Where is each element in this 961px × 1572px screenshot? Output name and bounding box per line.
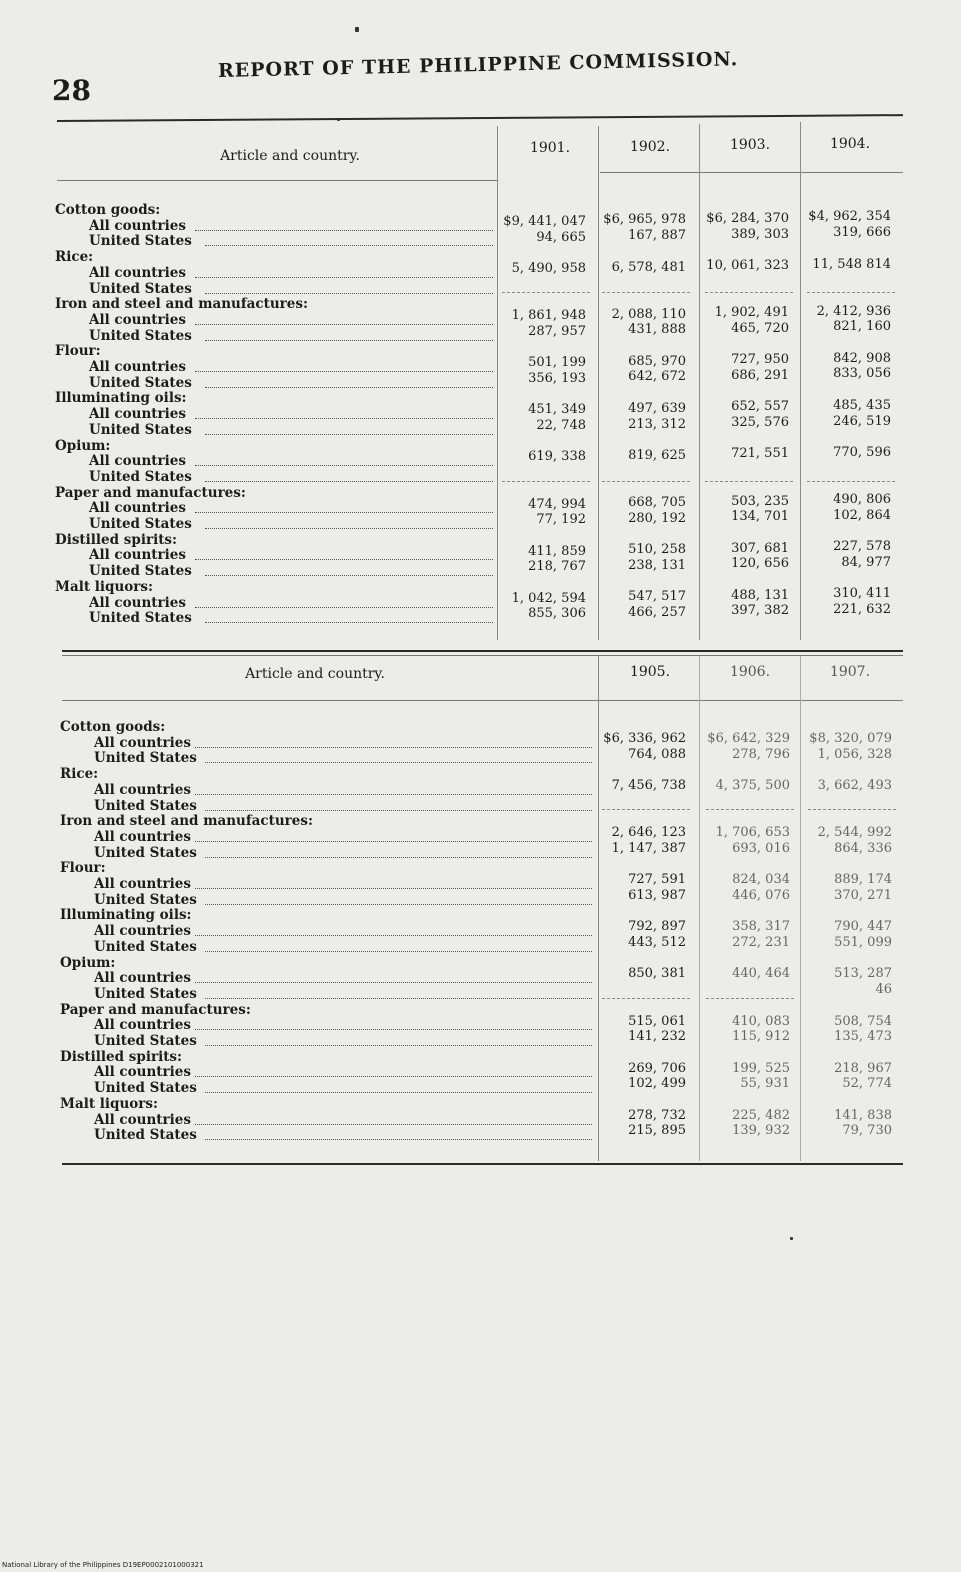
all-countries-label: All countries (89, 217, 186, 234)
united-states-value: 864, 336 (834, 840, 892, 856)
all-countries-value: 4, 375, 500 (715, 778, 790, 794)
dot-leader (205, 951, 592, 952)
all-countries-value: 790, 447 (834, 919, 892, 935)
article-name: Illuminating oils: (55, 391, 187, 407)
article-name: Paper and manufactures: (55, 485, 246, 501)
table2-year-header: 1906. (729, 664, 771, 680)
all-countries-value: 2, 646, 123 (611, 825, 686, 841)
table1-year-header: 1903. (729, 137, 771, 153)
dot-leader (195, 324, 493, 325)
empty-value-dash (807, 481, 895, 482)
table1-header-rule (600, 172, 903, 173)
united-states-label: United States (94, 1033, 197, 1049)
all-countries-value: 685, 970 (628, 353, 686, 369)
dot-leader (195, 982, 592, 983)
article-name: Illuminating oils: (60, 908, 192, 924)
table-row (55, 439, 493, 486)
table-row (55, 486, 493, 533)
all-countries-value: 1, 042, 594 (511, 590, 586, 606)
united-states-label: United States (94, 1127, 197, 1144)
united-states-value: 215, 895 (628, 1123, 686, 1139)
all-countries-value: 141, 838 (834, 1107, 892, 1123)
united-states-value: 246, 519 (833, 413, 891, 429)
table-divider-rule (62, 655, 903, 656)
all-countries-value: 652, 557 (731, 399, 789, 415)
all-countries-label: All countries (89, 359, 186, 375)
dot-leader (195, 277, 493, 278)
running-head: REPORT OF THE PHILIPPINE COMMISSION. (217, 48, 739, 82)
table-row (60, 956, 592, 1003)
all-countries-value: 2, 088, 110 (611, 306, 686, 322)
dot-leader (195, 512, 493, 513)
dot-leader (205, 810, 592, 811)
united-states-value: 55, 931 (740, 1076, 790, 1092)
empty-value-dash (706, 998, 794, 999)
dot-leader (195, 418, 493, 419)
table-row (55, 297, 493, 344)
united-states-value: 272, 231 (732, 935, 790, 951)
united-states-label: United States (94, 844, 197, 861)
united-states-value: 613, 987 (628, 887, 686, 903)
dot-leader (205, 575, 493, 576)
all-countries-label: All countries (89, 453, 186, 470)
column-divider (699, 124, 700, 640)
all-countries-label: All countries (89, 406, 186, 423)
all-countries-value: 6, 578, 481 (611, 259, 686, 275)
united-states-label: United States (94, 1080, 197, 1097)
all-countries-label: All countries (94, 781, 191, 798)
united-states-value: 319, 666 (833, 225, 891, 241)
all-countries-value: $9, 441, 047 (503, 213, 586, 229)
all-countries-value: 508, 754 (834, 1013, 892, 1029)
united-states-value: 278, 796 (732, 746, 790, 762)
all-countries-value: 792, 897 (628, 919, 686, 935)
all-countries-label: All countries (89, 594, 186, 611)
all-countries-value: $6, 284, 370 (706, 210, 789, 226)
united-states-value: 397, 382 (731, 603, 789, 619)
united-states-label: United States (94, 750, 197, 767)
all-countries-value: 410, 083 (732, 1013, 790, 1029)
united-states-label: United States (89, 233, 192, 250)
empty-value-dash (706, 809, 794, 810)
united-states-label: United States (94, 797, 197, 814)
all-countries-value: $8, 320, 079 (809, 730, 892, 746)
all-countries-value: 218, 967 (834, 1060, 892, 1076)
united-states-value: 94, 665 (536, 229, 586, 245)
dot-leader (205, 387, 493, 388)
all-countries-value: 5, 490, 958 (511, 261, 586, 277)
column-divider (800, 656, 801, 1161)
all-countries-value: 307, 681 (731, 540, 789, 556)
united-states-value: 167, 887 (628, 228, 686, 244)
dot-leader (195, 607, 493, 608)
all-countries-value: 1, 902, 491 (714, 305, 789, 321)
all-countries-value: 497, 639 (628, 400, 686, 416)
all-countries-value: 2, 544, 992 (817, 825, 892, 841)
all-countries-label: All countries (94, 828, 191, 845)
all-countries-value: 1, 861, 948 (511, 308, 586, 324)
united-states-label: United States (89, 563, 192, 580)
dot-leader (205, 293, 493, 294)
article-name: Paper and manufactures: (60, 1002, 251, 1018)
all-countries-value: 474, 994 (528, 496, 586, 512)
all-countries-value: 278, 732 (628, 1107, 686, 1123)
article-name: Flour: (60, 861, 106, 877)
dust-speck (790, 1237, 793, 1240)
united-states-value: 446, 076 (732, 887, 790, 903)
article-name: Rice: (60, 767, 99, 783)
united-states-label: United States (89, 610, 192, 627)
united-states-label: United States (89, 468, 192, 485)
dot-leader (205, 245, 493, 246)
empty-value-dash (807, 292, 895, 293)
united-states-value: 218, 767 (528, 559, 586, 575)
all-countries-value: 451, 349 (528, 402, 586, 418)
table-row (55, 533, 493, 580)
all-countries-value: 490, 806 (833, 492, 891, 508)
dot-leader (205, 1045, 592, 1046)
all-countries-value: 727, 950 (731, 352, 789, 368)
table-row (55, 580, 493, 627)
united-states-value: 389, 303 (731, 226, 789, 242)
united-states-label: United States (89, 327, 192, 344)
all-countries-value: 227, 578 (833, 539, 891, 555)
table-row (60, 861, 592, 908)
united-states-value: 102, 864 (833, 507, 891, 523)
dot-leader (195, 230, 493, 231)
table-row (55, 344, 493, 391)
united-states-value: 642, 672 (628, 369, 686, 385)
all-countries-value: 411, 859 (528, 543, 586, 559)
united-states-value: 1, 056, 328 (817, 746, 892, 762)
all-countries-label: All countries (94, 1064, 191, 1081)
dot-leader (205, 904, 592, 905)
table-row (60, 720, 592, 767)
all-countries-value: $6, 642, 329 (707, 730, 790, 746)
article-name: Opium: (60, 955, 116, 971)
united-states-label: United States (94, 891, 197, 908)
table-row (60, 1050, 592, 1097)
united-states-value: 221, 632 (833, 601, 891, 617)
all-countries-value: 225, 482 (732, 1107, 790, 1123)
united-states-value: 551, 099 (834, 935, 892, 951)
all-countries-value: 485, 435 (833, 397, 891, 413)
all-countries-value: 770, 596 (833, 444, 891, 460)
united-states-value: 77, 192 (536, 512, 586, 528)
united-states-value: 102, 499 (628, 1076, 686, 1092)
dot-leader (205, 434, 493, 435)
united-states-value: 855, 306 (528, 606, 586, 622)
all-countries-label: All countries (89, 264, 186, 281)
all-countries-label: All countries (89, 311, 186, 328)
united-states-label: United States (94, 938, 197, 955)
table2-header-rule (62, 700, 903, 701)
empty-value-dash (705, 481, 793, 482)
united-states-value: 287, 957 (528, 323, 586, 339)
all-countries-label: All countries (89, 500, 186, 517)
all-countries-value: 358, 317 (732, 919, 790, 935)
table1-header-rule (57, 180, 497, 181)
all-countries-value: 7, 456, 738 (611, 778, 686, 794)
dot-leader (195, 935, 592, 936)
empty-value-dash (602, 481, 690, 482)
all-countries-value: 668, 705 (628, 495, 686, 511)
united-states-label: United States (89, 421, 192, 438)
all-countries-value: 503, 235 (731, 493, 789, 509)
empty-value-dash (602, 809, 690, 810)
table1-year-header: 1904. (829, 136, 871, 152)
all-countries-value: 510, 258 (628, 542, 686, 558)
all-countries-value: 11, 548 814 (812, 256, 891, 272)
table-row (55, 250, 493, 297)
article-name: Cotton goods: (60, 720, 166, 735)
table-top-rule (57, 114, 903, 122)
table-row (55, 391, 493, 438)
all-countries-value: 10, 061, 323 (706, 258, 789, 274)
all-countries-value: 501, 199 (528, 355, 586, 371)
table2-header-label: Article and country. (245, 666, 385, 682)
empty-value-dash (808, 809, 896, 810)
all-countries-value: 824, 034 (732, 872, 790, 888)
empty-value-dash (502, 292, 590, 293)
table-row (60, 908, 592, 955)
all-countries-label: All countries (94, 923, 191, 940)
united-states-label: United States (89, 280, 192, 297)
table-row (60, 814, 592, 861)
table-bottom-rule (62, 1163, 903, 1165)
dot-leader (195, 794, 592, 795)
united-states-value: 134, 701 (731, 509, 789, 525)
all-countries-value: 269, 706 (628, 1060, 686, 1076)
all-countries-value: 619, 338 (528, 449, 586, 465)
united-states-value: 280, 192 (628, 510, 686, 526)
united-states-value: 238, 131 (628, 557, 686, 573)
united-states-value: 120, 656 (731, 556, 789, 572)
united-states-value: 115, 912 (732, 1029, 790, 1045)
all-countries-value: 310, 411 (833, 586, 891, 602)
empty-value-dash (502, 481, 590, 482)
dot-leader (205, 1139, 592, 1140)
all-countries-value: $6, 336, 962 (603, 730, 686, 746)
united-states-value: 431, 888 (628, 322, 686, 338)
table-divider-rule (62, 650, 903, 652)
dot-leader (205, 1092, 592, 1093)
united-states-label: United States (94, 985, 197, 1002)
table-row (60, 767, 592, 814)
united-states-value: 22, 748 (536, 418, 586, 434)
united-states-value: 356, 193 (528, 370, 586, 386)
all-countries-value: 1, 706, 653 (715, 825, 790, 841)
empty-value-dash (602, 998, 690, 999)
all-countries-label: All countries (94, 970, 191, 987)
dot-leader (205, 857, 592, 858)
united-states-value: 370, 271 (834, 887, 892, 903)
dot-leader (195, 888, 592, 889)
dot-leader (195, 841, 592, 842)
united-states-value: 686, 291 (731, 367, 789, 383)
all-countries-value: 889, 174 (834, 872, 892, 888)
column-divider (800, 122, 801, 640)
united-states-value: 693, 016 (732, 840, 790, 856)
article-name: Opium: (55, 438, 111, 454)
dot-leader (205, 481, 493, 482)
article-name: Iron and steel and manufactures: (55, 297, 308, 313)
all-countries-label: All countries (94, 1017, 191, 1034)
dot-leader (195, 747, 592, 748)
united-states-value: 52, 774 (842, 1076, 892, 1092)
united-states-value: 79, 730 (842, 1123, 892, 1139)
all-countries-label: All countries (94, 734, 191, 751)
dot-leader (195, 1124, 592, 1125)
table1-year-header: 1901. (529, 140, 571, 156)
empty-value-dash (602, 292, 690, 293)
column-divider (699, 656, 700, 1161)
article-name: Malt liquors: (60, 1096, 158, 1112)
dot-leader (195, 1029, 592, 1030)
united-states-value: 443, 512 (628, 935, 686, 951)
all-countries-value: 513, 287 (834, 966, 892, 982)
dot-leader (205, 340, 493, 341)
united-states-label: United States (89, 516, 192, 532)
dot-leader (195, 559, 493, 560)
united-states-value: 213, 312 (628, 416, 686, 432)
all-countries-value: $4, 962, 354 (808, 209, 891, 225)
united-states-value: 1, 147, 387 (611, 840, 686, 856)
dot-leader (205, 998, 592, 999)
united-states-value: 84, 977 (841, 554, 891, 570)
united-states-value: 465, 720 (731, 320, 789, 336)
dot-leader (195, 465, 493, 466)
united-states-value: 466, 257 (628, 604, 686, 620)
dot-leader (205, 528, 493, 529)
table-row (55, 203, 493, 250)
empty-value-dash (705, 292, 793, 293)
all-countries-label: All countries (94, 876, 191, 892)
table-row (60, 1003, 592, 1050)
article-name: Cotton goods: (55, 203, 161, 218)
all-countries-value: 488, 131 (731, 587, 789, 603)
all-countries-label: All countries (89, 547, 186, 564)
table-row (60, 1097, 592, 1144)
all-countries-value: 850, 381 (628, 966, 686, 982)
article-name: Malt liquors: (55, 579, 153, 595)
page-footer: National Library of the Philippines D19EP0002101000321 (2, 1561, 204, 1569)
dot-leader (205, 762, 592, 763)
united-states-value: 141, 232 (628, 1029, 686, 1045)
article-name: Flour: (55, 344, 101, 360)
dot-leader (195, 371, 493, 372)
page-number: 28 (52, 74, 91, 107)
table1-header-label: Article and country. (220, 148, 360, 164)
all-countries-value: 515, 061 (628, 1013, 686, 1029)
united-states-value: 139, 932 (732, 1123, 790, 1139)
all-countries-label: All countries (94, 1111, 191, 1128)
table2-year-header: 1907. (829, 664, 871, 680)
all-countries-value: 819, 625 (628, 447, 686, 463)
dust-speck (355, 27, 359, 32)
table1-year-header: 1902. (629, 139, 671, 155)
article-name: Rice: (55, 250, 94, 266)
all-countries-value: 2, 412, 936 (816, 303, 891, 319)
united-states-value: 46 (875, 982, 892, 998)
all-countries-value: 547, 517 (628, 589, 686, 605)
dot-leader (205, 622, 493, 623)
united-states-value: 833, 056 (833, 366, 891, 382)
article-name: Distilled spirits: (60, 1049, 183, 1065)
table2-year-header: 1905. (629, 664, 671, 680)
dot-leader (195, 1076, 592, 1077)
all-countries-value: 199, 525 (732, 1060, 790, 1076)
all-countries-value: 727, 591 (628, 872, 686, 888)
all-countries-value: 842, 908 (833, 350, 891, 366)
united-states-value: 821, 160 (833, 319, 891, 335)
united-states-value: 325, 576 (731, 415, 789, 431)
united-states-value: 764, 088 (628, 746, 686, 762)
all-countries-value: $6, 965, 978 (603, 212, 686, 228)
united-states-label: United States (89, 374, 192, 391)
article-name: Iron and steel and manufactures: (60, 814, 313, 830)
united-states-value: 135, 473 (834, 1029, 892, 1045)
article-name: Distilled spirits: (55, 532, 178, 548)
all-countries-value: 440, 464 (732, 966, 790, 982)
all-countries-value: 721, 551 (731, 446, 789, 462)
all-countries-value: 3, 662, 493 (817, 778, 892, 794)
